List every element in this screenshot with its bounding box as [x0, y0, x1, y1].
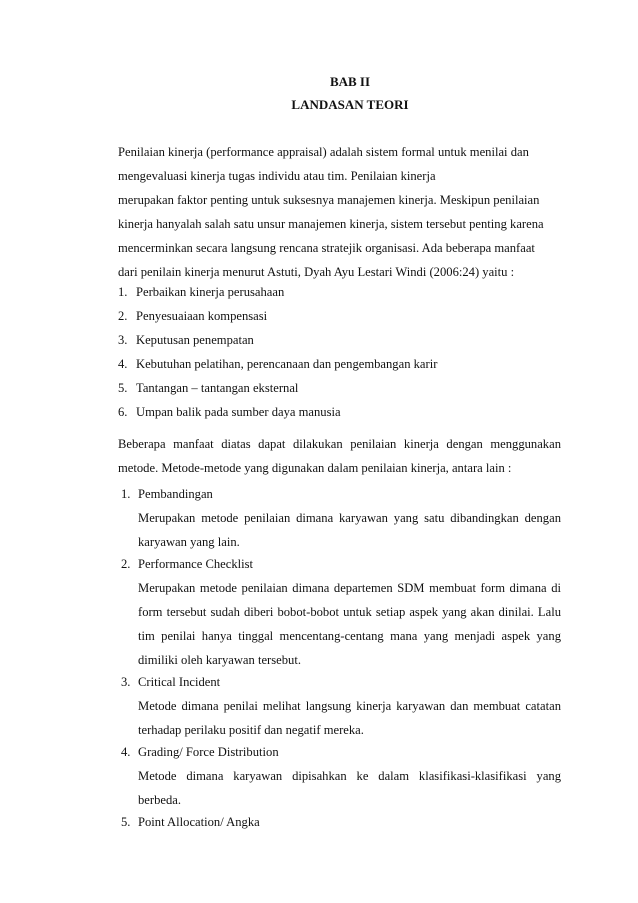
intro-paragraph-line: merupakan faktor penting untuk suksesnya manajemen kinerja. Meskipun penilaian: [118, 193, 540, 207]
benefit-number: 3.: [118, 333, 128, 347]
method-title: Performance Checklist: [138, 557, 254, 571]
methods-intro-line: metode. Metode-metode yang digunakan dalam penilaian kinerja, antara lain :: [118, 461, 512, 475]
method-description-line: form tersebut sudah diberi bobot-bobot untuk setiap aspek yang akan dinilai. Lalu: [138, 605, 561, 619]
benefit-item: Umpan balik pada sumber daya manusia: [136, 405, 341, 419]
method-title: Critical Incident: [138, 675, 221, 689]
benefit-number: 5.: [118, 381, 128, 395]
method-number: 3.: [121, 675, 131, 689]
method-description-line: Merupakan metode penilaian dimana departemen SDM membuat form dimana di: [138, 581, 561, 595]
method-description-line: Merupakan metode penilaian dimana karyawan yang satu dibandingkan dengan: [138, 511, 561, 525]
method-description-line: karyawan yang lain.: [138, 535, 240, 549]
method-number: 4.: [121, 745, 131, 759]
benefit-item: Tantangan – tantangan eksternal: [136, 381, 299, 395]
intro-paragraph-line: Penilaian kinerja (performance appraisal) adalah sistem formal untuk menilai dan: [118, 145, 529, 159]
method-description-line: Metode dimana karyawan dipisahkan ke dalam klasifikasi-klasifikasi yang: [138, 769, 561, 783]
method-title: Grading/ Force Distribution: [138, 745, 279, 759]
benefit-number: 4.: [118, 357, 128, 371]
benefit-number: 2.: [118, 309, 128, 323]
intro-paragraph-line: kinerja hanyalah salah satu unsur manajemen kinerja, sistem tersebut penting karena: [118, 217, 544, 231]
method-number: 5.: [121, 815, 131, 829]
benefit-item: Kebutuhan pelatihan, perencanaan dan pengembangan karir: [136, 357, 438, 371]
methods-intro-line: Beberapa manfaat diatas dapat dilakukan penilaian kinerja dengan menggunakan: [118, 437, 561, 451]
benefit-item: Keputusan penempatan: [136, 333, 254, 347]
intro-paragraph-line: mengevaluasi kinerja tugas individu atau tim. Penilaian kinerja: [118, 169, 436, 183]
method-title: Point Allocation/ Angka: [138, 815, 260, 829]
method-description-line: terhadap perilaku positif dan negatif mereka.: [138, 723, 364, 737]
benefit-number: 1.: [118, 285, 128, 299]
method-number: 1.: [121, 487, 131, 501]
benefit-number: 6.: [118, 405, 128, 419]
intro-paragraph-line: dari penilain kinerja menurut Astuti, Dyah Ayu Lestari Windi (2006:24) yaitu :: [118, 265, 515, 279]
page-title: LANDASAN TEORI: [291, 97, 409, 112]
method-description-line: berbeda.: [138, 793, 182, 807]
benefit-item: Penyesuaiaan kompensasi: [136, 309, 268, 323]
method-number: 2.: [121, 557, 131, 571]
method-description-line: dimiliki oleh karyawan tersebut.: [138, 653, 301, 667]
method-description-line: tim penilai hanya tinggal mencentang-centang mana yang menjadi aspek yang: [138, 629, 561, 643]
benefit-item: Perbaikan kinerja perusahaan: [136, 285, 285, 299]
chapter-label: BAB II: [329, 74, 371, 89]
intro-paragraph-line: mencerminkan secara langsung rencana stratejik organisasi. Ada beberapa manfaat: [118, 241, 535, 255]
method-description-line: Metode dimana penilai melihat langsung kinerja karyawan dan membuat catatan: [138, 699, 561, 713]
method-title: Pembandingan: [138, 487, 213, 501]
